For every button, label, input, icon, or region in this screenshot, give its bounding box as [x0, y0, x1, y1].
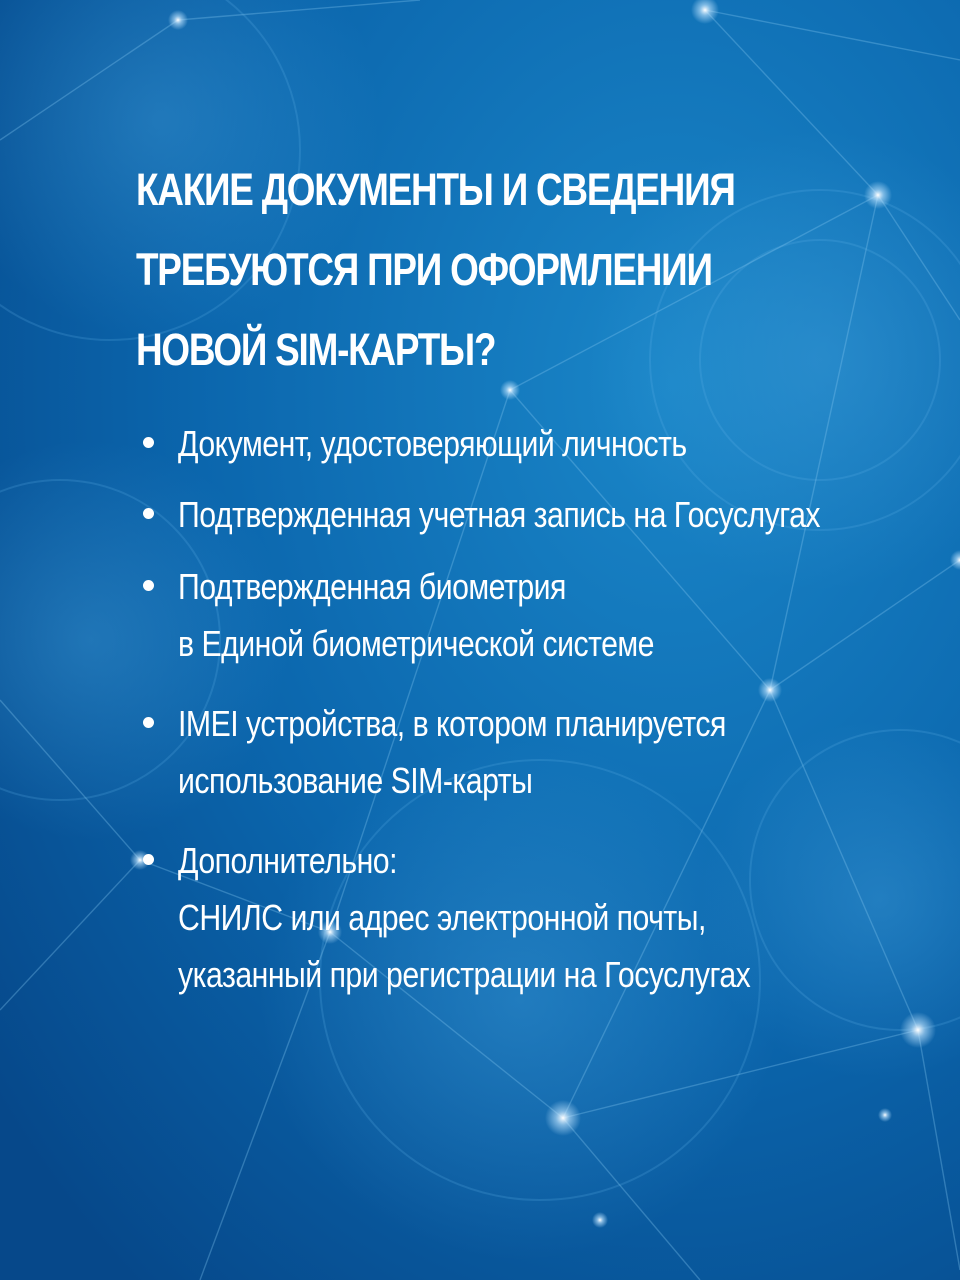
- list-item-line: использование SIM-карты: [178, 760, 533, 801]
- bullet-icon: [143, 717, 154, 728]
- bullet-icon: [143, 854, 154, 865]
- list-item-line: Подтвержденная биометрия: [178, 566, 566, 607]
- list-item-line: Подтвержденная учетная запись на Госуслугах: [178, 494, 821, 535]
- list-item-line: IMEI устройства, в котором планируется: [178, 703, 726, 744]
- page-title: [136, 150, 776, 390]
- list-item-text: [178, 415, 687, 472]
- title-line: НОВОЙ SIM-КАРТЫ?: [136, 324, 496, 375]
- title-line: ТРЕБУЮТСЯ ПРИ ОФОРМЛЕНИИ: [136, 244, 712, 295]
- list-item-line: СНИЛС или адрес электронной почты,: [178, 897, 706, 938]
- bullet-icon: [143, 437, 154, 448]
- list-item-text: [178, 486, 820, 543]
- list-item-text: [178, 695, 726, 809]
- list-item-line: указанный при регистрации на Госуслугах: [178, 954, 751, 995]
- bullet-icon: [143, 508, 154, 519]
- bullet-icon: [143, 580, 154, 591]
- list-item-line: Дополнительно:: [178, 840, 398, 881]
- list-item-line: Документ, удостоверяющий личность: [178, 423, 687, 464]
- title-line: КАКИЕ ДОКУМЕНТЫ И СВЕДЕНИЯ: [136, 164, 735, 215]
- list-item-text: [178, 558, 654, 672]
- list-item-text: [178, 832, 750, 1003]
- list-item-line: в Единой биометрической системе: [178, 623, 655, 664]
